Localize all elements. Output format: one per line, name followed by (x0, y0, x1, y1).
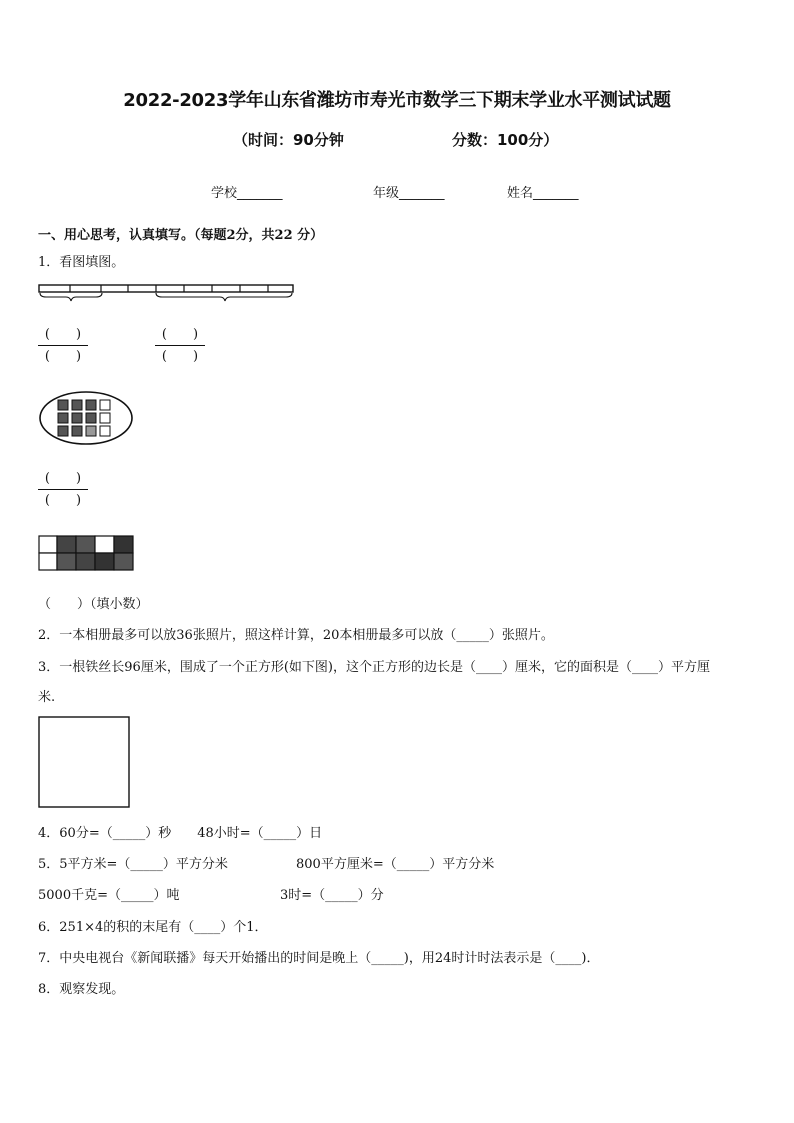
question-1: 1．看图填图。 (38, 255, 125, 270)
oval-squares-figure (38, 390, 134, 446)
segmented-bar-figure (38, 282, 296, 306)
question-3: 3．一根铁丝长96厘米，围成了一个正方形(如下图)，这个正方形的边长是（____）厘米，它的面积是（____）平方厘 (38, 660, 710, 675)
section-heading: 一、用心思考，认真填写。（每题2分，共22 分） (38, 228, 324, 243)
question-6: 6．251×4的积的末尾有（____）个1． (38, 920, 268, 935)
exam-score: 分数：100分） (452, 131, 559, 149)
fraction-blank-2[interactable] (155, 326, 205, 366)
fraction-2-numerator[interactable]: ( ) (161, 327, 199, 342)
grade-field[interactable]: 年级_______ (373, 186, 445, 201)
question-5-b: 800平方厘米=（_____）平方分米 (296, 857, 495, 872)
question-8: 8．观察发现。 (38, 982, 125, 997)
square-figure (38, 716, 132, 810)
question-4: 4．60分=（_____）秒 48小时=（_____）日 (38, 826, 323, 841)
fraction-3-numerator[interactable]: ( ) (44, 471, 82, 486)
page-title: 2022-2023学年山东省潍坊市寿光市数学三下期末学业水平测试试题 (123, 90, 671, 111)
name-field[interactable]: 姓名_______ (507, 186, 579, 201)
fraction-2-bar (155, 345, 205, 346)
fraction-blank-1[interactable] (38, 326, 88, 366)
decimal-blank[interactable]: （ ）（填小数） (38, 597, 149, 612)
fraction-3-bar (38, 489, 88, 490)
question-2: 2．一本相册最多可以放36张照片，照这样计算，20本相册最多可以放（_____）张照片。 (38, 628, 554, 643)
fraction-3-denominator[interactable]: ( ) (44, 493, 82, 508)
question-5-c: 5000千克=（_____）吨 (38, 888, 180, 903)
school-field[interactable]: 学校_______ (211, 186, 283, 201)
fraction-blank-3[interactable] (38, 470, 88, 510)
exam-time: （时间：90分钟 (233, 131, 344, 149)
shaded-grid-figure (38, 535, 138, 573)
fraction-2-denominator[interactable]: ( ) (161, 349, 199, 364)
question-7: 7．中央电视台《新闻联播》每天开始播出的时间是晚上（_____)，用24时计时法表示是（____)． (38, 951, 600, 966)
question-5-d: 3时=（_____）分 (280, 888, 384, 903)
question-3-continued: 米. (38, 690, 56, 705)
question-5-a: 5．5平方米=（_____）平方分米 (38, 857, 228, 872)
fraction-1-numerator[interactable]: ( ) (44, 327, 82, 342)
fraction-1-bar (38, 345, 88, 346)
fraction-1-denominator[interactable]: ( ) (44, 349, 82, 364)
